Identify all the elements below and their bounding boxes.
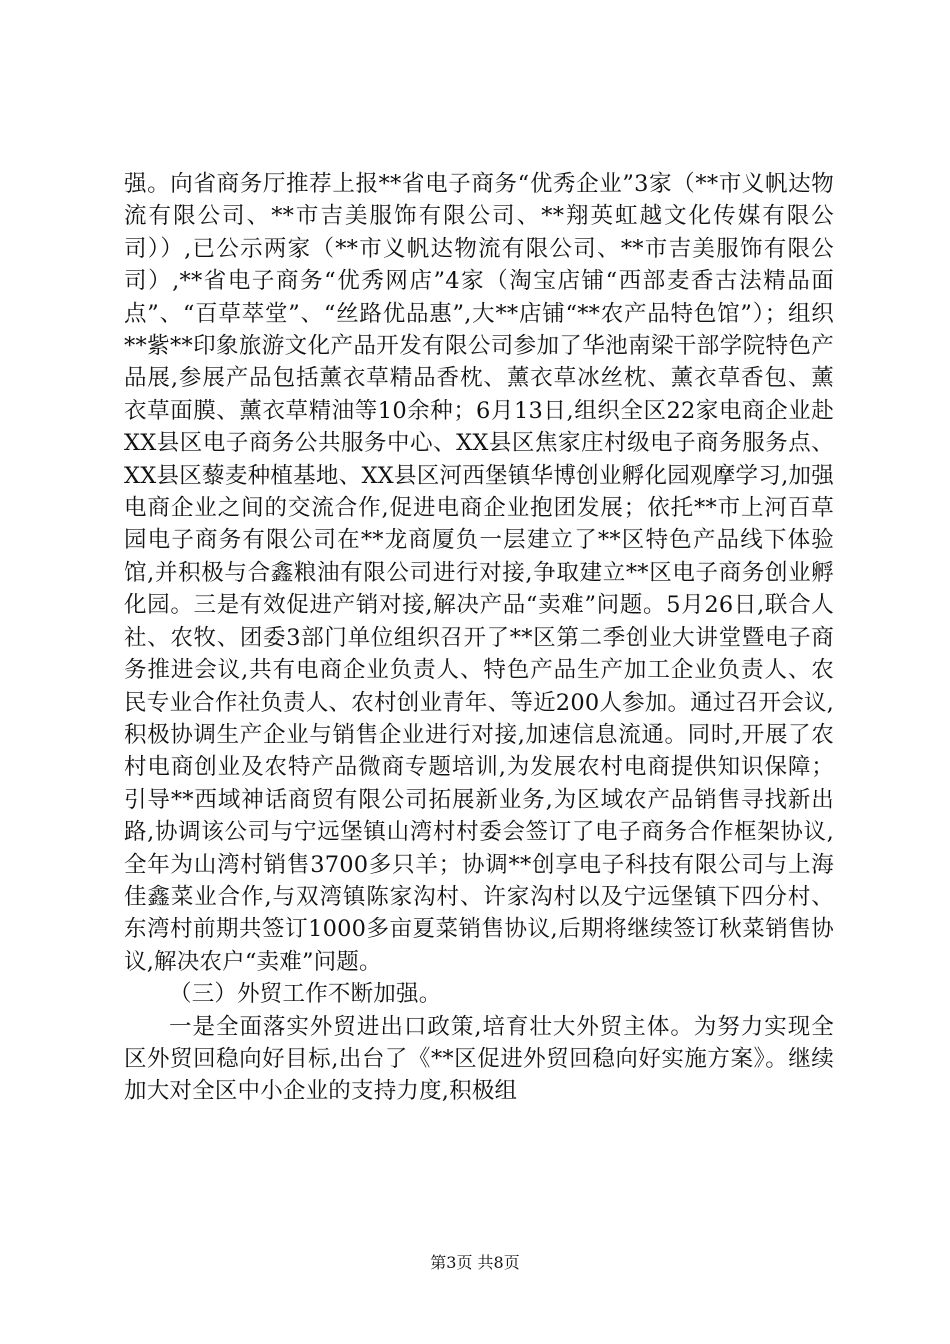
paragraph-continuation: 强。向省商务厅推荐上报**省电子商务“优秀企业”3家（**市义帆达物流有限公司、**市吉美服饰有限公司、**翔英虹越文化传媒有限公司））,已公示两家（**市义帆达物流有限公司、**市吉美服饰有限公司）,**省电子商务“优秀网店”4家（淘宝店铺“西部麦香古法精品面点”、“百草萃堂”、“丝路优品惠”,大**店铺“**农产品特色馆”）；组织**紫**印象旅游文化产品开发有限公司参加了华池南梁干部学院特色产品展,参展产品包括薰衣草精品香枕、薰衣草冰丝枕、薰衣草香包、薰衣草面膜、薰衣草精油等10余种；6月13日,组织全区22家电商企业赴XX县区电子商务公共服务中心、XX县区焦家庄村级电子商务服务点、XX县区藜麦种植基地、XX县区河西堡镇华博创业孵化园观摩学习,加强电商企业之间的交流合作,促进电商企业抱团发展；依托**市上河百草园电子商务有限公司在**龙商厦负一层建立了**区特色产品线下体验馆,并积极与合鑫粮油有限公司进行对接,争取建立**区电子商务创业孵化园。三是有效促进产销对接,解决产品“卖难”问题。5月26日,联合人社、农牧、团委3部门单位组织召开了**区第二季创业大讲堂暨电子商务推进会议,共有电商企业负责人、特色产品生产加工企业负责人、农民专业合作社负责人、农村创业青年、等近200人参加。通过召开会议,积极协调生产企业与销售企业进行对接,加速信息流通。同时,开展了农村电商创业及农特产品微商专题培训,为发展农村电商提供知识保障；引导**西域神话商贸有限公司拓展新业务,为区域农产品销售寻找新出路,协调该公司与宁远堡镇山湾村村委会签订了电子商务合作框架协议,全年为山湾村销售3700多只羊；协调**创享电子科技有限公司与上海佳鑫菜业合作,与双湾镇陈家沟村、许家沟村以及宁远堡镇下四分村、东湾村前期共签订1000多亩夏菜销售协议,后期将继续签订秋菜销售协议,解决农户“卖难”问题。 (124, 171, 834, 975)
page-number: 第3页 共8页 (430, 1253, 520, 1272)
paragraph-foreign-trade: 一是全面落实外贸进出口政策,培育壮大外贸主体。为努力实现全区外贸回稳向好目标,出台了《**区促进外贸回稳向好实施方案》。继续加大对全区中小企业的支持力度,积极组 (124, 1013, 834, 1105)
section-heading-foreign-trade: （三）外贸工作不断加强。 (169, 981, 442, 1008)
document-body (124, 168, 834, 1108)
page-footer (0, 1253, 950, 1273)
